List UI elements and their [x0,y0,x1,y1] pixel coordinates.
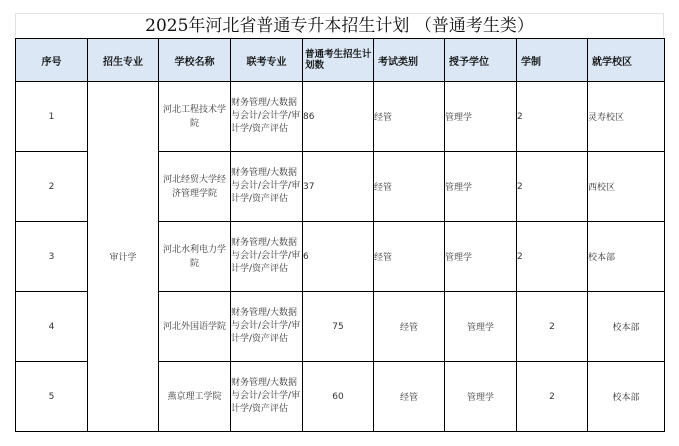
cell-index: 3 [16,222,88,292]
cell-index: 5 [16,362,88,432]
cell-exam-major: 财务管理/大数据与会计/会计学/审计学/资产评估 [231,292,303,362]
header-school: 学校名称 [159,39,231,82]
page-title: 2025年河北省普通专升本招生计划 （普通考生类） [15,13,664,37]
cell-degree: 管理学 [445,292,517,362]
cell-campus: 灵寿校区 [588,82,665,152]
cell-degree: 管理学 [445,82,517,152]
cell-index: 1 [16,82,88,152]
cell-campus: 校本部 [588,292,665,362]
header-category: 考试类别 [374,39,445,82]
cell-years: 2 [517,292,588,362]
header-enroll-major: 招生专业 [88,39,159,82]
cell-index: 2 [16,152,88,222]
header-campus: 就学校区 [588,39,665,82]
cell-category: 经管 [374,222,445,292]
cell-school: 河北工程技术学院 [159,82,231,152]
cell-school: 燕京理工学院 [159,362,231,432]
cell-category: 经管 [374,152,445,222]
cell-campus: 校本部 [588,222,665,292]
cell-enroll-major: 审计学 [88,82,159,432]
cell-category: 经管 [374,362,445,432]
cell-index: 4 [16,292,88,362]
cell-plan-count: 75 [303,292,374,362]
cell-exam-major: 财务管理/大数据与会计/会计学/审计学/资产评估 [231,82,303,152]
cell-degree: 管理学 [445,152,517,222]
cell-campus: 西校区 [588,152,665,222]
cell-years: 2 [517,82,588,152]
cell-exam-major: 财务管理/大数据与会计/会计学/审计学/资产评估 [231,222,303,292]
header-degree: 授予学位 [445,39,517,82]
cell-years: 2 [517,362,588,432]
cell-campus: 校本部 [588,362,665,432]
header-years: 学制 [517,39,588,82]
cell-category: 经管 [374,82,445,152]
table-row [16,82,665,152]
cell-exam-major: 财务管理/大数据与会计/会计学/审计学/资产评估 [231,152,303,222]
cell-category: 经管 [374,292,445,362]
cell-exam-major: 财务管理/大数据与会计/会计学/审计学/资产评估 [231,362,303,432]
cell-school: 河北经贸大学经济管理学院 [159,152,231,222]
header-exam-major: 联考专业 [231,39,303,82]
cell-plan-count: 37 [303,152,374,222]
header-plan-count: 普通考生招生计划数 [303,39,374,82]
header-index: 序号 [16,39,88,82]
enrollment-plan-table [15,38,665,432]
header-row [16,39,665,82]
cell-plan-count: 60 [303,362,374,432]
cell-degree: 管理学 [445,362,517,432]
cell-plan-count: 6 [303,222,374,292]
cell-school: 河北水利电力学院 [159,222,231,292]
cell-degree: 管理学 [445,222,517,292]
cell-years: 2 [517,222,588,292]
cell-school: 河北外国语学院 [159,292,231,362]
cell-years: 2 [517,152,588,222]
cell-plan-count: 86 [303,82,374,152]
